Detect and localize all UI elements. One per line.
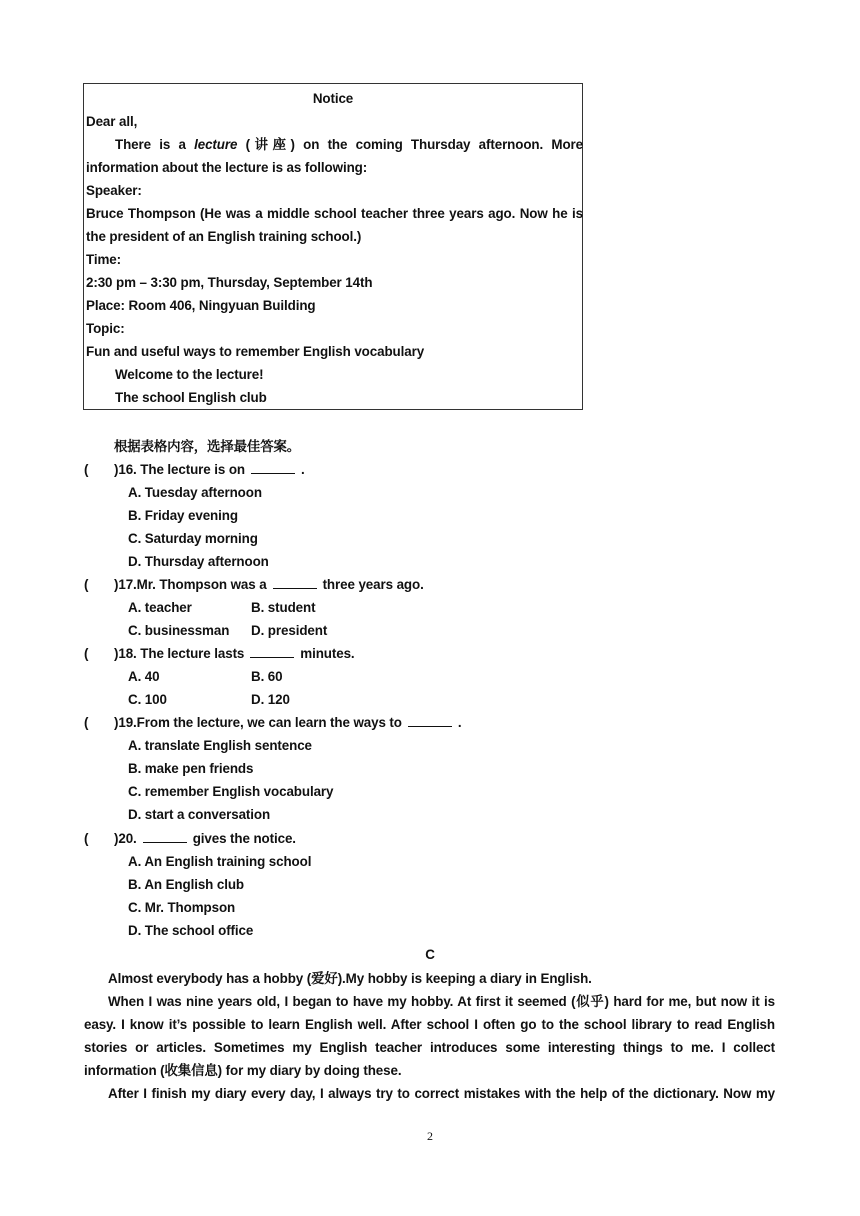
notice-signature: The school English club <box>115 390 267 405</box>
speaker-line1: Bruce Thompson (He was a middle school teacher three years ago. Now he is <box>86 206 583 221</box>
option: A. An English training school <box>128 854 312 869</box>
option: D. start a conversation <box>128 807 271 822</box>
answer-blank <box>273 576 317 589</box>
question-17: ( )17.Mr. Thompson was a three years ago. <box>84 577 424 592</box>
topic-value: Fun and useful ways to remember English vocabulary <box>86 344 425 359</box>
passage-line: Almost everybody has a hobby (爱好).My hobby is keeping a diary in English. <box>108 971 592 986</box>
lecture-word: lecture <box>194 137 238 152</box>
notice-intro-line2: information about the lecture is as following: <box>86 160 368 175</box>
option: C. Saturday morning <box>128 531 258 546</box>
option: B. make pen friends <box>128 761 254 776</box>
speaker-label: Speaker: <box>86 183 142 198</box>
time-label: Time: <box>86 252 121 267</box>
option: D. The school office <box>128 923 254 938</box>
passage-line: When I was nine years old, I began to have my hobby. At first it seemed (似乎) hard for me, but now it is <box>108 994 775 1009</box>
topic-label: Topic: <box>86 321 125 336</box>
option: C. businessman <box>128 623 230 638</box>
option: C. 100 <box>128 692 167 707</box>
question-19: ( )19.From the lecture, we can learn the ways to . <box>84 715 462 730</box>
question-20: ( )20. gives the notice. <box>84 831 296 846</box>
speaker-line2: the president of an English training school.) <box>86 229 362 244</box>
section-heading: C <box>425 947 435 962</box>
option: B. An English club <box>128 877 244 892</box>
option: B. 60 <box>251 669 283 684</box>
notice-intro: There is a lecture (讲座) on the coming Thursday afternoon. More <box>115 137 583 152</box>
answer-blank <box>251 461 295 474</box>
option: A. Tuesday afternoon <box>128 485 262 500</box>
option: D. president <box>251 623 328 638</box>
passage-line: stories or articles. Sometimes my English teacher introduces some interesting things to me. I collect <box>84 1040 775 1055</box>
notice-title: Notice <box>312 91 354 106</box>
question-16: ( )16. The lecture is on . <box>84 462 305 477</box>
option: A. 40 <box>128 669 160 684</box>
page-number: 2 <box>427 1129 433 1143</box>
notice-greeting: Dear all, <box>86 114 138 129</box>
option: B. student <box>251 600 316 615</box>
time-value: 2:30 pm – 3:30 pm, Thursday, September 14th <box>86 275 373 290</box>
option: C. Mr. Thompson <box>128 900 236 915</box>
option: A. teacher <box>128 600 192 615</box>
question-18: ( )18. The lecture lasts minutes. <box>84 646 355 661</box>
option: D. 120 <box>251 692 290 707</box>
passage-line: information (收集信息) for my diary by doing these. <box>84 1063 402 1078</box>
passage-line: After I finish my diary every day, I always try to correct mistakes with the help of the dictionary. Now my <box>108 1086 775 1101</box>
place-line: Place: Room 406, Ningyuan Building <box>86 298 316 313</box>
instruction: 根据表格内容，选择最佳答案。 <box>114 439 301 454</box>
option: C. remember English vocabulary <box>128 784 334 799</box>
option: A. translate English sentence <box>128 738 312 753</box>
welcome-line: Welcome to the lecture! <box>115 367 264 382</box>
answer-blank <box>143 830 187 843</box>
answer-blank <box>408 714 452 727</box>
answer-blank <box>250 645 294 658</box>
option: B. Friday evening <box>128 508 238 523</box>
passage-line: easy. I know it’s possible to learn English well. After school I often go to the school library to read English <box>84 1017 775 1032</box>
option: D. Thursday afternoon <box>128 554 269 569</box>
notice-box <box>83 83 583 410</box>
